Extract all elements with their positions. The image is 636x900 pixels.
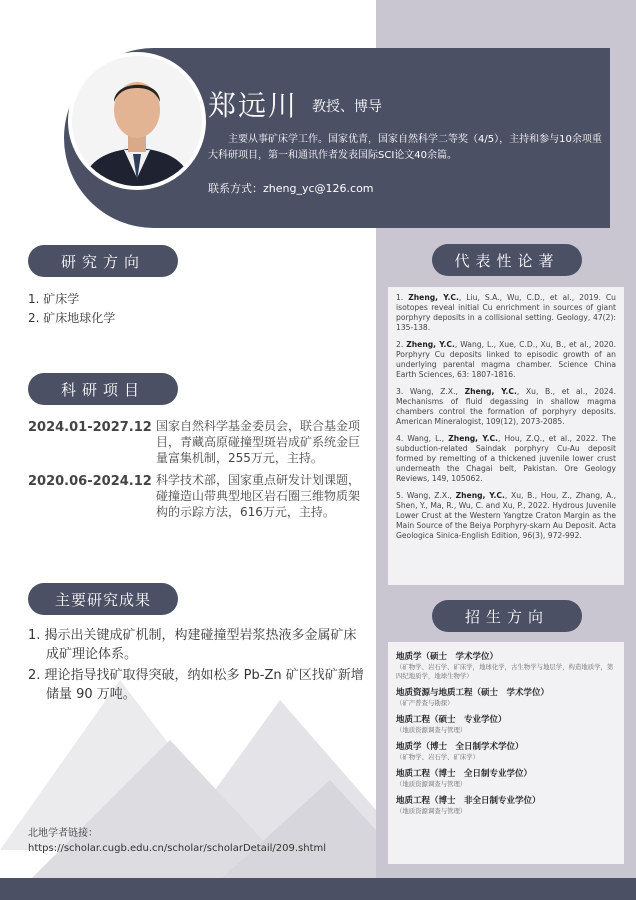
profile-intro: 主要从事矿床学工作。国家优青，国家自然科学二等奖（4/5），主持和参与10余项重大科研项目，第一和通讯作者发表国际SCI论文40余篇。 <box>208 134 602 161</box>
paper-author: Zheng, Y.C. <box>408 293 459 302</box>
paper-item <box>396 491 616 541</box>
papers-heading: 代表性论著 <box>432 244 582 276</box>
project-date: 2020.06-2024.12 <box>28 474 152 489</box>
paper-citation: , Xu, B., Hou, Z., Zhang, A., Shen, Y., Ma, R., Wu, C. and Xu, P., 2022. Hydrous Juvenile Lower Crust at the Western Yangtze Craton Margin as the Main Source of the Beiya Porphyry-skarn Au Deposit. Acta Geologica Sinica-English Edition, 96(3), 972-992. <box>396 491 616 540</box>
enrollment-heading: 招生方向 <box>432 600 582 632</box>
list-item: 2. 矿床地球化学 <box>28 311 116 325</box>
achievements-list <box>28 626 368 706</box>
paper-author: Zheng, Y.C. <box>448 434 498 443</box>
enrollment-title: 地质资源与地质工程（硕士 学术学位） <box>396 688 550 698</box>
enrollment-title: 地质工程（博士 全日制专业学位） <box>396 769 533 779</box>
paper-author: Zheng, Y.C. <box>406 340 455 349</box>
enrollment-sub: （矿产普查与勘探） <box>396 699 454 707</box>
project-desc: 科学技术部，国家重点研发计划课题，碰撞造山带典型地区岩石圈三维物质架构的示踪方法，616万元，主持。 <box>156 473 361 519</box>
paper-prefix: 1. <box>396 293 409 302</box>
enrollment-box <box>388 642 624 864</box>
project-item <box>28 418 372 466</box>
enrollment-item <box>396 768 618 789</box>
paper-author: Zheng, Y.C. <box>455 491 505 500</box>
paper-item <box>396 434 616 484</box>
paper-prefix: 4. Wang, L., <box>396 434 449 443</box>
research-heading: 研究方向 <box>28 245 178 277</box>
project-item <box>28 472 372 520</box>
profile-photo <box>68 52 206 190</box>
enrollment-sub: （地质资源调查与管理） <box>396 726 467 734</box>
enrollment-title: 地质工程（硕士 专业学位） <box>396 715 507 725</box>
paper-prefix: 2. <box>396 340 407 349</box>
scholar-link[interactable]: https://scholar.cugb.edu.cn/scholar/scholarDetail/209.shtml <box>28 843 327 854</box>
contact-email[interactable]: 联系方式：zheng_yc@126.com <box>208 182 374 195</box>
paper-prefix: 3. Wang, Z.X., <box>396 387 465 396</box>
achievements-heading: 主要研究成果 <box>28 583 178 615</box>
enrollment-title: 地质学（硕士 学术学位） <box>396 652 499 662</box>
enrollment-item <box>396 795 618 816</box>
project-desc: 国家自然科学基金委员会，联合基金项目，青藏高原碰撞型斑岩成矿系统金巨量富集机制，255万元，主持。 <box>156 419 361 465</box>
enrollment-sub: （地质资源调查与管理） <box>396 780 467 788</box>
list-item: 1. 揭示出关键成矿机制，构建碰撞型岩浆热液多金属矿床成矿理论体系。 <box>28 628 357 662</box>
papers-box <box>388 287 624 585</box>
scholar-link-block <box>28 826 326 856</box>
enrollment-sub: （矿物学、岩石学、矿床学，地球化学，古生物学与地层学，构造地质学，第四纪地质学，地球生物学） <box>396 663 614 680</box>
projects-heading: 科研项目 <box>28 373 178 405</box>
enrollment-item <box>396 687 618 708</box>
scholar-link-label: 北地学者链接： <box>28 828 98 839</box>
footer-bar <box>0 878 636 900</box>
profile-title: 教授、博导 <box>312 99 382 115</box>
project-date: 2024.01-2027.12 <box>28 420 152 435</box>
enrollment-item <box>396 651 618 681</box>
enrollment-title: 地质学（博士 全日制学术学位） <box>396 742 524 752</box>
research-list <box>28 290 115 328</box>
paper-citation: , Wang, L., Xue, C.D., Xu, B., et al., 2020. Porphyry Cu deposits linked to episodic growth of an underlying parental magma chamber. Science China Earth Sciences, 63: 1807-1816. <box>396 340 616 379</box>
paper-citation: , Xu, B., et al., 2024. Mechanisms of fluid degassing in shallow magma chambers control the formation of porphyry deposits. American Mineralogist, 109(12), 2073-2085. <box>396 387 616 426</box>
enrollment-sub: （矿物学、岩石学、矿床学） <box>396 753 480 761</box>
enrollment-sub: （地质资源调查与管理） <box>396 807 467 815</box>
profile-name: 郑远川 <box>208 89 299 122</box>
paper-item <box>396 293 616 333</box>
paper-citation: , Liu, S.A., Wu, C.D., et al., 2019. Cu isotopes reveal initial Cu enrichment in sources of giant porphyry deposits in a collisional setting. Geology, 47(2): 135-138. <box>396 293 616 332</box>
list-item: 2. 理论指导找矿取得突破，纳如松多 Pb-Zn 矿区找矿新增储量 90 万吨。 <box>28 668 364 702</box>
paper-author: Zheng, Y.C. <box>464 387 517 396</box>
paper-citation: , Hou, Z.Q., et al., 2022. The subduction-related Saindak porphyry Cu-Au deposit formed by remelting of a thickened juvenile lower crust underneath the Chagai belt, Pakistan. Ore Geology Reviews, 149, 105062. <box>396 434 616 483</box>
list-item: 1. 矿床学 <box>28 292 80 306</box>
enrollment-item <box>396 714 618 735</box>
enrollment-title: 地质工程（博士 非全日制专业学位） <box>396 796 541 806</box>
paper-item <box>396 387 616 427</box>
enrollment-item <box>396 741 618 762</box>
paper-item <box>396 340 616 380</box>
paper-prefix: 5. Wang, Z.X., <box>396 491 456 500</box>
